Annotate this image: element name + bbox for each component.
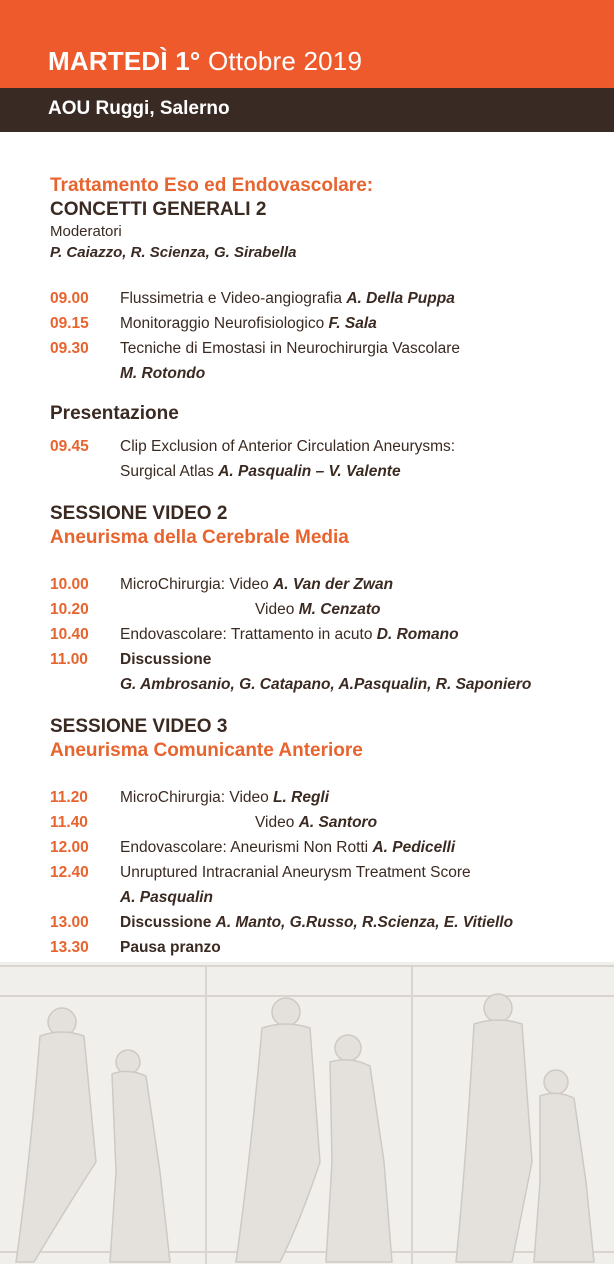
session1-subtitle: CONCETTI GENERALI 2: [50, 199, 267, 220]
session3-title: SESSIONE VIDEO 3: [50, 716, 228, 737]
time-label: 12.00: [50, 839, 89, 856]
medieval-illustration: [0, 962, 614, 1264]
schedule-row: [50, 785, 610, 810]
schedule-row: [50, 647, 610, 697]
presentation-title: Presentazione: [50, 403, 179, 424]
time-label: 09.15: [50, 315, 89, 332]
schedule-row: [50, 622, 610, 647]
speaker: A. Van der Zwan: [273, 576, 394, 593]
time-label: 09.45: [50, 438, 89, 455]
talk-title: MicroChirurgia: Video: [120, 789, 269, 806]
moderators-names: P. Caiazzo, R. Scienza, G. Sirabella: [50, 244, 297, 261]
time-label: 11.20: [50, 789, 88, 806]
venue-label: AOU Ruggi, Salerno: [48, 98, 230, 119]
schedule-row: [50, 835, 610, 860]
talk-title: Flussimetria e Video-angiografia: [120, 290, 342, 307]
page-title: [48, 46, 362, 77]
time-label: 09.00: [50, 290, 89, 307]
schedule-row: [50, 572, 610, 597]
day-label: MARTEDÌ 1°: [48, 46, 201, 76]
speaker: A. Santoro: [298, 814, 378, 831]
time-label: 12.40: [50, 864, 89, 881]
talk-title: Video: [255, 601, 295, 618]
time-label: 10.00: [50, 576, 89, 593]
time-label: 13.00: [50, 914, 89, 931]
schedule-row: [50, 810, 610, 835]
talk-title: Discussione: [120, 651, 212, 668]
schedule-row: [50, 597, 610, 622]
talk-title: Clip Exclusion of Anterior Circulation Aneurysms:: [120, 438, 456, 455]
time-label: 11.40: [50, 814, 88, 831]
schedule-row: [50, 336, 610, 386]
speaker: A. Pasqualin – V. Valente: [218, 463, 401, 480]
speaker: A. Della Puppa: [346, 290, 455, 307]
moderators-label: Moderatori: [50, 223, 122, 240]
session2-title: SESSIONE VIDEO 2: [50, 503, 228, 524]
date-label: Ottobre 2019: [207, 46, 363, 76]
speaker: F. Sala: [328, 315, 377, 332]
session1-title: Trattamento Eso ed Endovascolare:: [50, 175, 374, 196]
talk-title: Endovascolare: Aneurismi Non Rotti: [120, 839, 369, 856]
talk-title-cont: Surgical Atlas: [120, 463, 214, 480]
session2-subtitle: Aneurisma della Cerebrale Media: [50, 527, 349, 548]
speaker: A. Pedicelli: [372, 839, 456, 856]
illustration-svg: [0, 962, 614, 1264]
schedule-row: [50, 311, 610, 336]
speaker: L. Regli: [273, 789, 330, 806]
talk-title: Pausa pranzo: [120, 939, 221, 956]
time-label: 13.30: [50, 939, 89, 956]
talk-title: Video: [255, 814, 295, 831]
speaker: A. Pasqualin: [120, 889, 214, 906]
program-content: [50, 174, 610, 960]
speaker: M. Rotondo: [120, 365, 206, 382]
talk-title: MicroChirurgia: Video: [120, 576, 269, 593]
speaker: D. Romano: [376, 626, 459, 643]
schedule-row: [50, 935, 610, 960]
talk-title: Discussione: [120, 914, 212, 931]
speaker: M. Cenzato: [298, 601, 381, 618]
schedule-row: [50, 286, 610, 311]
talk-title: Unruptured Intracranial Aneurysm Treatment Score: [120, 864, 471, 881]
talk-title: Monitoraggio Neurofisiologico: [120, 315, 325, 332]
session3-subtitle: Aneurisma Comunicante Anteriore: [50, 740, 363, 761]
speaker: A. Manto, G.Russo, R.Scienza, E. Vitiello: [215, 914, 514, 931]
schedule-row: [50, 434, 610, 484]
time-label: 10.20: [50, 601, 89, 618]
time-label: 11.00: [50, 651, 88, 668]
schedule-row: [50, 860, 610, 910]
schedule-row: [50, 910, 610, 935]
time-label: 10.40: [50, 626, 89, 643]
speaker: G. Ambrosanio, G. Catapano, A.Pasqualin, R. Saponiero: [120, 676, 532, 693]
talk-title: Endovascolare: Trattamento in acuto: [120, 626, 373, 643]
time-label: 09.30: [50, 340, 89, 357]
talk-title: Tecniche di Emostasi in Neurochirurgia Vascolare: [120, 340, 461, 357]
